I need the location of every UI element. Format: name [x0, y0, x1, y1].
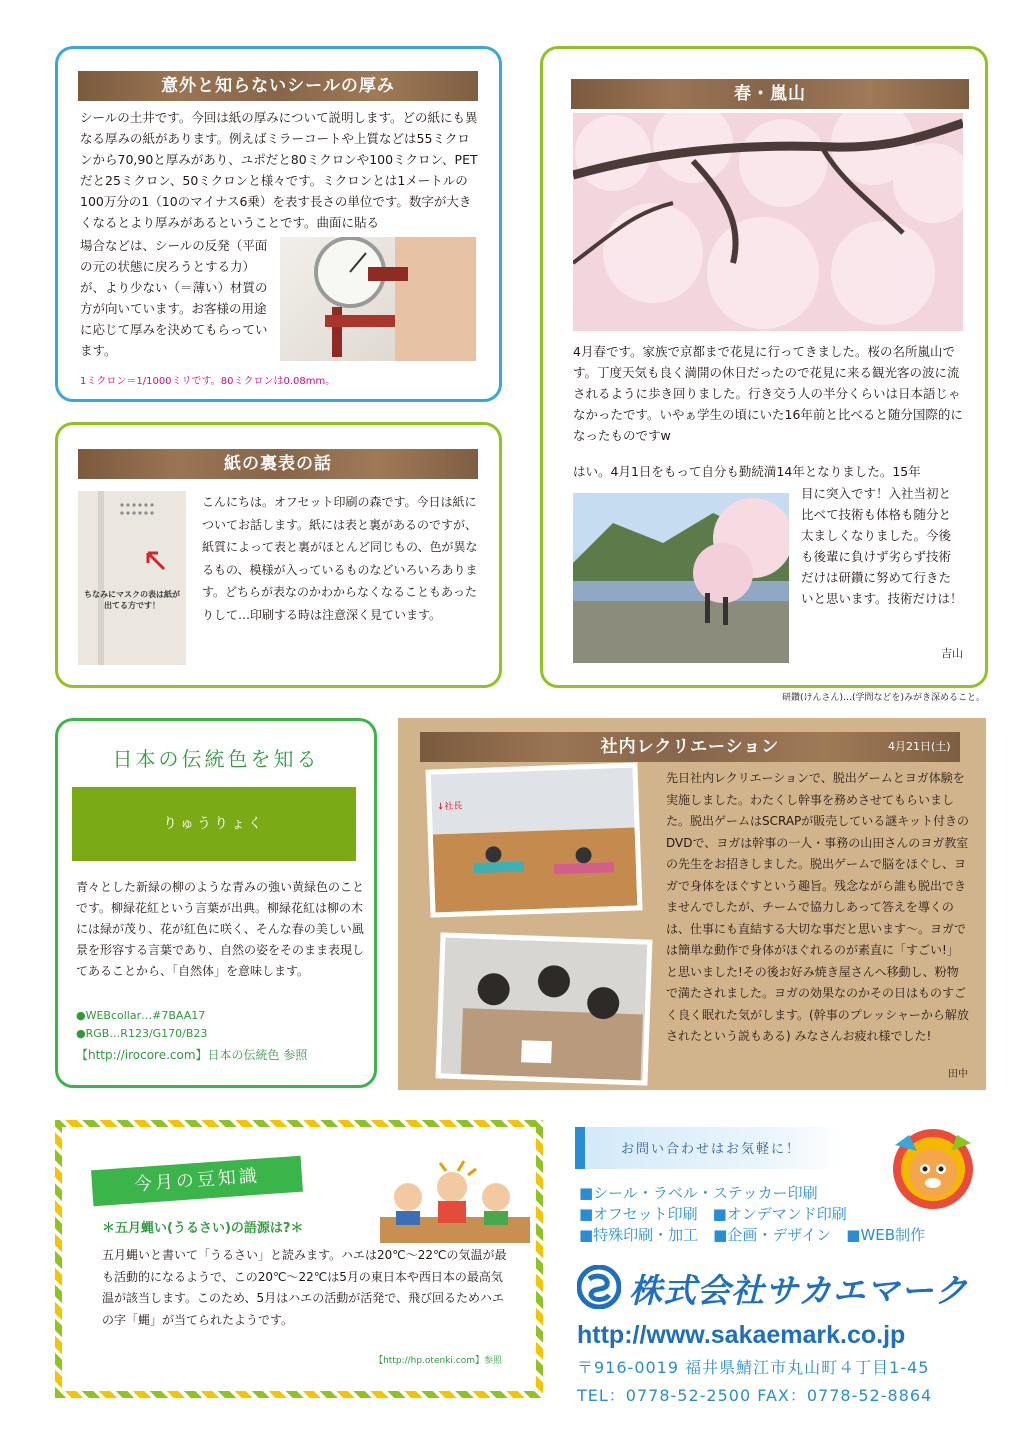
photo-label: ↓社長	[436, 801, 463, 813]
yoga-photo	[425, 762, 642, 917]
section-title: 春・嵐山	[571, 79, 969, 109]
section-title: 日本の伝統色を知る	[112, 747, 320, 771]
contact-banner-text: お問い合わせはお気軽に！	[621, 1142, 802, 1157]
company-address: 〒916-0019 福井県鯖江市丸山町４丁目1-45	[577, 1358, 930, 1377]
kids-illustration	[380, 1153, 530, 1245]
section-title: 紙の裏表の話	[78, 449, 478, 479]
spring-body-side: 目に突入です！入社当初と比べて技術も体格も随分と太ましくなりました。今後も後輩に負けず劣らず技術だけは研鑽に努めて行きたいと思います。技術だけは！	[801, 486, 963, 606]
recreation-section	[398, 718, 986, 1090]
contact-banner	[575, 1127, 845, 1169]
company-phone: TEL：0778-52-2500 FAX：0778-52-8864	[577, 1386, 933, 1405]
paper-body: こんにちは。オフセット印刷の森です。今日は紙についてお話します。紙には表と裏があるのですが、紙質によって表と裏がほとんど同じもの、色が異なるもの、模様が入っているものなどいろいろあります。どちらが表なのかわからなくなることもあったりして…印刷する時は注意深く見ています。	[202, 495, 478, 622]
color-web: ●WEBcollar…#7BAA17	[76, 1009, 206, 1022]
color-swatch	[72, 787, 356, 861]
service-item: ■オフセット印刷 ■オンデマンド印刷	[579, 1205, 847, 1223]
company-name: 株式会社サカエマーク	[629, 1271, 969, 1310]
mask-photo	[78, 491, 186, 665]
color-ref: 【http://irocore.com】日本の伝統色 参照	[76, 1048, 308, 1062]
contact-section	[575, 1125, 995, 1415]
section-title: 意外と知らないシールの厚み	[78, 71, 478, 101]
escape-game-photo	[436, 932, 653, 1085]
section-title: 社内レクリエーション	[420, 732, 960, 762]
seal-body: シールの土井です。今回は紙の厚みについて説明します。どの紙にも異なる厚みの紙があります。例えばミラーコートや上質などは55ミクロンから70,90と厚みがあり、ユポだと80ミクロンや100ミクロン、PETだと25ミクロン、50ミクロンと様々です。ミクロンとは1メートルの100万分の1（10のマイナス6乗）を表す長さの単位です。数字が大きくなるとより厚みがあるということです。曲面に貼る	[80, 110, 478, 230]
color-body: 青々とした新緑の柳のような青みの強い黄緑色のことです。柳緑花紅という言葉が出典。柳緑花紅は柳の木には緑が茂り、花が紅色に咲く、そんな春の美しい風景を形容する言葉であり、自然の姿をそのまま表現してあることから、「自然体」を意味します。	[76, 880, 365, 978]
trivia-ref: 【http://hp.otenki.com】参照	[374, 1356, 502, 1366]
footnote: 研鑽(けんさん)…(学問などを)みがき深めること。	[781, 693, 985, 703]
cherry-blossom-photo	[573, 113, 963, 331]
spring-arashiyama-section	[540, 46, 988, 688]
section-title: 今月の豆知識	[91, 1156, 303, 1207]
recreation-author: 田中	[948, 1069, 968, 1080]
trivia-section	[55, 1120, 543, 1398]
recreation-body: 先日社内レクリエーションで、脱出ゲームとヨガ体験を実施しました。わたくし幹事を務めさせてもらいました。脱出ゲームはSCRAPが販売している謎キット付きのDVDで、ヨガは幹事の一人・事務の山田さんのヨガ教室の先生をお招きしました。脱出ゲームで脳をほぐし、ヨガで身体をほぐすという趣旨。残念ながら誰も脱出できませんでしたが、チームで協力しあって答えを導くのは、仕事にも直結する大切な事だと思います～。ヨガでは簡単な動作で身体がほぐれるのが素直に「すごい!」と思いました!その後お好み焼き屋さんへ移動し、粉物で満たされました。ヨガの効果なのかその日はものすごく良く眠れた気がします。(幹事のプレッシャーから解放されたという説もある) みなさんお疲れ様でした!	[666, 771, 970, 1043]
company-logo-icon	[577, 1265, 621, 1309]
trivia-body: 五月蝿いと書いて「うるさい」と読みます。ハエは20℃～22℃の気温が最も活動的になるようで、この20℃～22℃は5月の東日本や西日本の最高気温が該当します。このため、5月はハエの活動が活発で、飛び回るためハエの字「蝿」が当てられたようです。	[102, 1248, 507, 1327]
service-item: ■特殊印刷・加工 ■企画・デザイン ■WEB制作	[579, 1226, 926, 1244]
company-logo	[575, 1263, 985, 1309]
trivia-subtitle: ＊五月蝿い(うるさい)の語源は?＊	[102, 1221, 304, 1236]
seal-note: 1ミクロン＝1/1000ミリです。80ミクロンは0.08mm。	[80, 376, 336, 387]
thickness-gauge-photo	[280, 237, 476, 361]
color-name: りゅうりょく	[163, 816, 265, 832]
spring-author: 吉山	[941, 647, 963, 660]
color-rgb: ●RGB…R123/G170/B23	[76, 1027, 208, 1040]
trivia-inner	[62, 1127, 536, 1391]
recreation-date: 4月21日(土)	[888, 740, 951, 753]
seal-body-continued: 場合などは、シールの反発（平面の元の状態に戻ろうとする力）が、より少ない（＝薄い）材質の方が向いています。お客様の用途に応じて厚みを決めてもらっています。	[80, 238, 268, 358]
spring-body: 4月春です。家族で京都まで花見に行ってきました。桜の名所嵐山です。丁度天気も良く満開の休日だったので花見に来る観光客の波に流されるように歩き回りました。行き交う人の半分くらいは日本語じゃなかったです。いやぁ学生の頃にいた16年前と比べると随分国際的になったものですw	[573, 344, 963, 443]
arashiyama-photo	[573, 493, 789, 663]
traditional-color-section	[55, 718, 377, 1088]
paper-sides-section	[55, 422, 502, 688]
seal-thickness-section	[55, 46, 502, 402]
mask-photo-caption: ちなみにマスクの表は紙が出てる方です！	[84, 590, 180, 610]
spring-body-continued: はい。4月1日をもって自分も勤続満14年となりました。15年	[573, 464, 921, 479]
service-item: ■シール・ラベル・ステッカー印刷	[579, 1184, 818, 1202]
company-url[interactable]: http://www.sakaemark.co.jp	[577, 1321, 906, 1349]
service-list	[579, 1183, 979, 1246]
